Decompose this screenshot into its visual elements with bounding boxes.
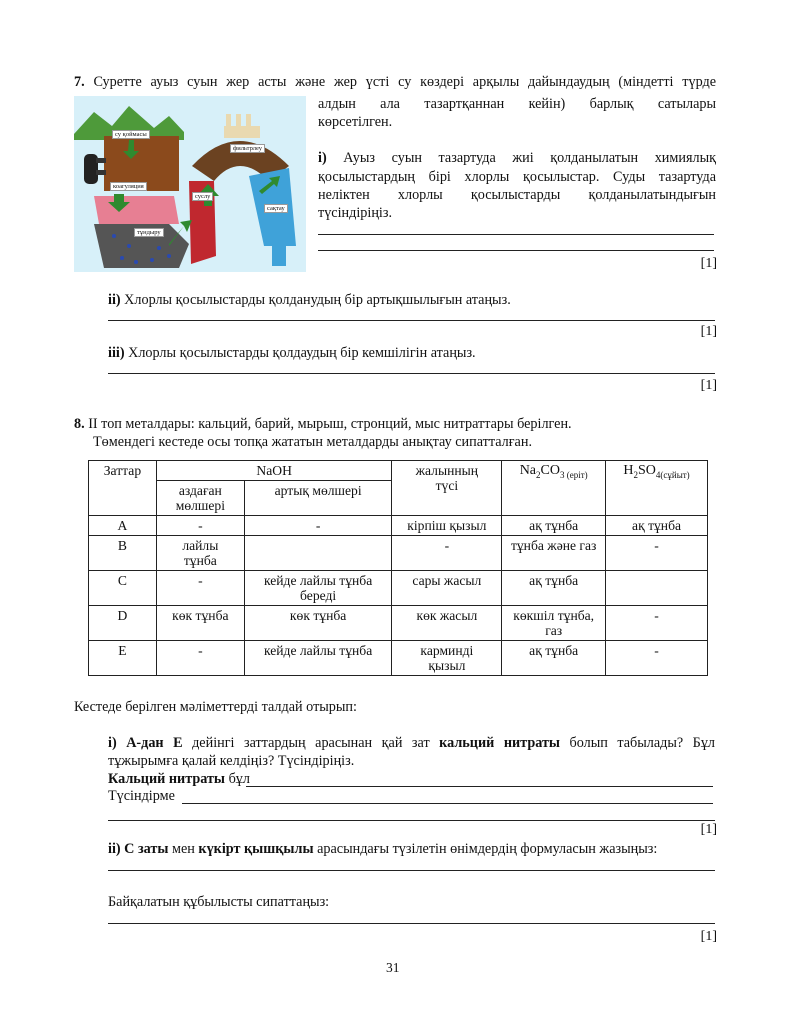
- cell-small: -: [156, 641, 244, 676]
- q7-i-line4: түсіндіріңіз.: [318, 205, 393, 221]
- cell-small: -: [156, 571, 244, 606]
- cell-substance: D: [89, 606, 157, 641]
- q8-intro2: Төмендегі кестеде осы топқа жататын металдарды анықтау сипатталған.: [93, 434, 532, 450]
- q7-ii: ii) Хлорлы қосылыстарды қолданудың бір артықшылығын атаңыз.: [108, 292, 511, 308]
- table-row: [89, 516, 708, 536]
- table-row: [89, 571, 708, 606]
- cell-excess: кейде лайлы тұнба береді: [244, 571, 392, 606]
- q8-observe: Байқалатын құбылысты сипаттаңыз:: [108, 894, 330, 910]
- fig-label-store: сақтау: [264, 204, 288, 213]
- page-number: 31: [386, 960, 400, 975]
- cell-substance: A: [89, 516, 157, 536]
- q7-i-answer-line2[interactable]: [318, 250, 714, 251]
- cell-flame: -: [392, 536, 502, 571]
- fig-label-settle: тұндыру: [134, 228, 164, 237]
- fig-label-coag: коагуляция: [110, 182, 147, 191]
- q8-explain-answer-line[interactable]: [182, 803, 713, 804]
- q8-i-line1: i) А-дан Е дейінгі заттардың арасынан қай зат кальций нитраты болып табылады? Бұл: [108, 735, 716, 751]
- cell-carb: тұнба және газ: [502, 536, 606, 571]
- q8-intro1: 8. ІІ топ металдары: кальций, барий, мырыш, стронций, мыс нитраттары берілген.: [74, 416, 572, 432]
- fig-label-filter: фильтрлеу: [230, 144, 265, 153]
- cell-carb: ақ тұнба: [502, 571, 606, 606]
- th-na2co3: $Na_2CO_3$ $_{(еріт)}$: [502, 461, 606, 516]
- table-header-row: [89, 461, 708, 481]
- cell-small: көк тұнба: [156, 606, 244, 641]
- cell-excess: [244, 536, 392, 571]
- q7-i-line2: қосылыстардың бірі хлорлы қосылыстар. Суды тазартуда: [318, 169, 716, 185]
- q8-i-answer-line[interactable]: [108, 820, 715, 821]
- cell-flame: карминді қызыл: [392, 641, 502, 676]
- q8-i-line2: тұжырымға қалай келдіңіз? Түсіндіріңіз.: [108, 753, 355, 769]
- q7-line2: алдын ала тазартқаннан кейін) барлық сатылары: [318, 96, 716, 112]
- cell-excess: көк тұнба: [244, 606, 392, 641]
- q7-line3: көрсетілген.: [318, 114, 393, 130]
- fig-label-chlor: суслу: [192, 192, 213, 201]
- cell-substance: C: [89, 571, 157, 606]
- q8-analyze: Кестеде берілген мәліметтерді талдай отырып:: [74, 699, 357, 715]
- cell-acid: -: [606, 606, 708, 641]
- cell-acid: -: [606, 641, 708, 676]
- th-h2so4: $H_2SO_{4(сұйыт)}$: [606, 461, 708, 516]
- q7-ii-mark: [1]: [700, 324, 717, 339]
- cell-substance: B: [89, 536, 157, 571]
- cell-flame: көк жасыл: [392, 606, 502, 641]
- q8-i-mark: [1]: [700, 822, 717, 837]
- cell-carb: ақ тұнба: [502, 516, 606, 536]
- cell-excess: кейде лайлы тұнба: [244, 641, 392, 676]
- cell-acid: ақ тұнба: [606, 516, 708, 536]
- q8-ii-mark: [1]: [700, 929, 717, 944]
- q8-calc-row: Кальций нитраты бұл: [108, 771, 250, 787]
- q7-ii-answer-line[interactable]: [108, 320, 715, 321]
- cell-flame: сары жасыл: [392, 571, 502, 606]
- water-treatment-figure: [74, 96, 306, 272]
- q7-i-mark: [1]: [700, 256, 717, 271]
- q8-calc-answer-line[interactable]: [246, 786, 713, 787]
- metals-table: [88, 460, 708, 676]
- fig-label-intake: су қоймасы: [112, 130, 150, 139]
- th-small: аздаған мөлшері: [156, 481, 244, 516]
- q8-ii-line: ii) С заты мен күкірт қышқылы арасындағы түзілетін өнімдердің формуласын жазыңыз:: [108, 841, 658, 857]
- q7-i-line1: i) Ауыз суын тазартуда жиі қолданылатын химиялық: [318, 150, 716, 166]
- q7-iii: iii) Хлорлы қосылыстарды қолдаудың бір кемшілігін атаңыз.: [108, 345, 476, 361]
- cell-carb: ақ тұнба: [502, 641, 606, 676]
- th-naoh: NaOH: [156, 461, 392, 481]
- cell-flame: кірпіш қызыл: [392, 516, 502, 536]
- q7-line1: 7. Суретте ауыз суын жер асты және жер үсті су көздері арқылы дайындаудың (міндетті түрде: [74, 74, 717, 90]
- th-flame: жалынның түсі: [392, 461, 502, 516]
- cell-substance: E: [89, 641, 157, 676]
- q7-iii-answer-line[interactable]: [108, 373, 715, 374]
- table-row: [89, 606, 708, 641]
- water-treatment-diagram: [74, 96, 306, 272]
- cell-excess: -: [244, 516, 392, 536]
- cell-small: лайлы тұнба: [156, 536, 244, 571]
- q8-explain-row: Түсіндірме: [108, 788, 175, 804]
- table-row: [89, 536, 708, 571]
- q8-ii-answer-line[interactable]: [108, 870, 715, 871]
- q7-i-line3: неліктен хлорлы қосылыстарды қолданылатындығын: [318, 187, 716, 203]
- th-excess: артық мөлшері: [244, 481, 392, 516]
- th-substance: Заттар: [89, 461, 157, 516]
- cell-carb: көкшіл тұнба, газ: [502, 606, 606, 641]
- table-row: [89, 641, 708, 676]
- cell-small: -: [156, 516, 244, 536]
- cell-acid: [606, 571, 708, 606]
- q7-iii-mark: [1]: [700, 378, 717, 393]
- cell-acid: -: [606, 536, 708, 571]
- q7-i-answer-line1[interactable]: [318, 234, 714, 235]
- q8-observe-answer-line[interactable]: [108, 923, 715, 924]
